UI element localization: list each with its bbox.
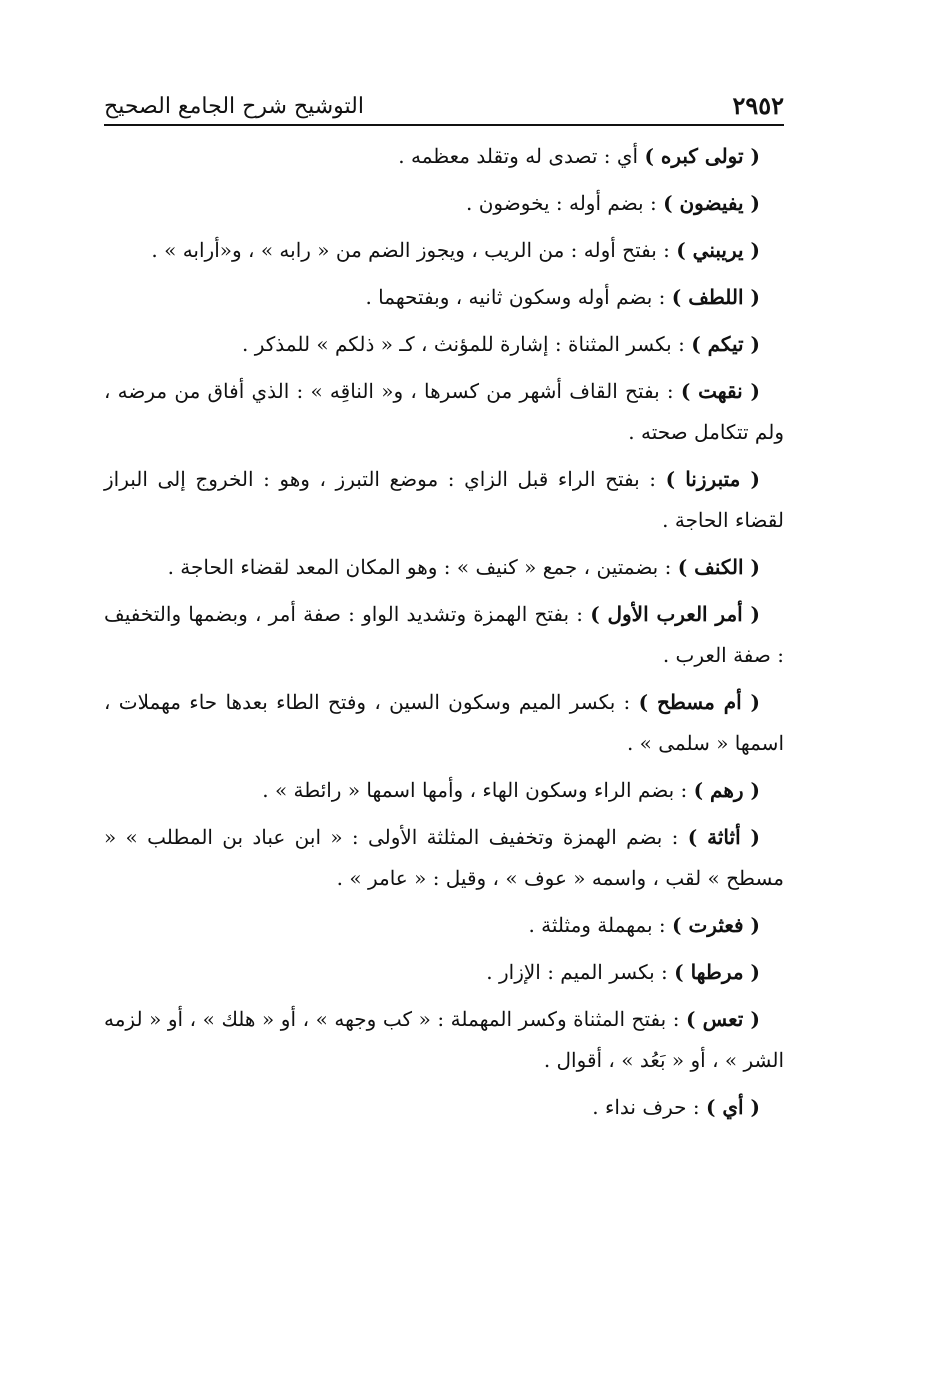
entry-text: : بكسر الميم : الإزار .: [486, 960, 675, 984]
entry-term: ( نقهت ): [680, 379, 760, 403]
entry-text: : بفتح المثناة وكسر المهملة : « كب وجهه » ، أو « هلك » ، أو « لزمه الشر » ، أو « بَعُد » ، أقوال .: [104, 1007, 784, 1072]
entry: [104, 594, 784, 676]
entry-term: ( فعثرت ): [672, 913, 760, 937]
entry-text: : بفتح الهمزة وتشديد الواو : صفة أمر ، وبضمها والتخفيف : صفة العرب .: [104, 602, 784, 667]
entry-text: : بمهملة ومثلثة .: [528, 913, 673, 937]
page-number: ٢٩٥٢: [732, 91, 784, 120]
entry-text: : بفتح أوله : من الريب ، ويجوز الضم من « رابه » ، و«أرابه » .: [151, 238, 677, 262]
entry-term: ( تعس ): [686, 1007, 760, 1031]
entry-term: ( الكنف ): [677, 555, 760, 579]
entry-text: : بفتح الراء قبل الزاي : موضع التبرز ، وهو : الخروج إلى البراز لقضاء الحاجة .: [104, 467, 784, 532]
entry: [104, 952, 784, 993]
entry: [104, 682, 784, 764]
entry-term: ( تيكم ): [691, 332, 760, 356]
entry-text: : حرف نداء .: [592, 1095, 706, 1119]
entry-term: ( أم مسطح ): [638, 690, 761, 714]
entry-text: : بضم أوله وسكون ثانيه ، وبفتحهما .: [365, 285, 672, 309]
entry: [104, 547, 784, 588]
entry: [104, 999, 784, 1081]
entry-text: : بكسر الميم وسكون السين ، وفتح الطاء بعدها حاء مهملات ، اسمها « سلمى » .: [104, 690, 784, 755]
entry: [104, 817, 784, 899]
entry: [104, 371, 784, 453]
book-page: [104, 70, 784, 1310]
entry-term: ( أثاثة ): [687, 825, 761, 849]
entry-text: : بضم الراء وسكون الهاء ، وأمها اسمها « رائطة » .: [262, 778, 694, 802]
entry-text: : بفتح القاف أشهر من كسرها ، و« الناقِه » : الذي أفاق من مرضه ، ولم تتكامل صحته .: [104, 379, 784, 444]
entry-term: ( تولى كبره ): [644, 144, 760, 168]
entry-text: : بضم أوله : يخوضون .: [466, 191, 664, 215]
entry-term: ( متبرزنا ): [665, 467, 760, 491]
entry-text: : بكسر المثناة : إشارة للمؤنث ، كـ « ذلكم » للمذكر .: [242, 332, 692, 356]
entry-term: ( اللطف ): [671, 285, 760, 309]
entry: [104, 277, 784, 318]
glossary-entries: [104, 136, 784, 1128]
entry-term: ( يفيضون ): [663, 191, 760, 215]
entry-text: أي : تصدى له وتقلد معظمه .: [398, 144, 645, 168]
running-title: التوشيح شرح الجامع الصحيح: [104, 94, 364, 119]
entry-term: ( أي ): [705, 1095, 760, 1119]
entry-term: ( يريبني ): [676, 238, 760, 262]
entry: [104, 136, 784, 177]
entry: [104, 1087, 784, 1128]
entry: [104, 183, 784, 224]
entry-text: : بضم الهمزة وتخفيف المثلثة الأولى : « ابن عباد بن المطلب » « مسطح » لقب ، واسمه « عوف » ، وقيل : « عامر » .: [104, 825, 784, 890]
page-header: [104, 70, 784, 126]
entry: [104, 230, 784, 271]
entry: [104, 324, 784, 365]
entry-term: ( أمر العرب الأول ): [590, 602, 760, 626]
entry: [104, 459, 784, 541]
entry: [104, 770, 784, 811]
entry-term: ( مرطها ): [674, 960, 760, 984]
entry: [104, 905, 784, 946]
entry-text: : بضمتين ، جمع « كنيف » : وهو المكان المعد لقضاء الحاجة .: [167, 555, 678, 579]
entry-term: ( رهم ): [693, 778, 760, 802]
